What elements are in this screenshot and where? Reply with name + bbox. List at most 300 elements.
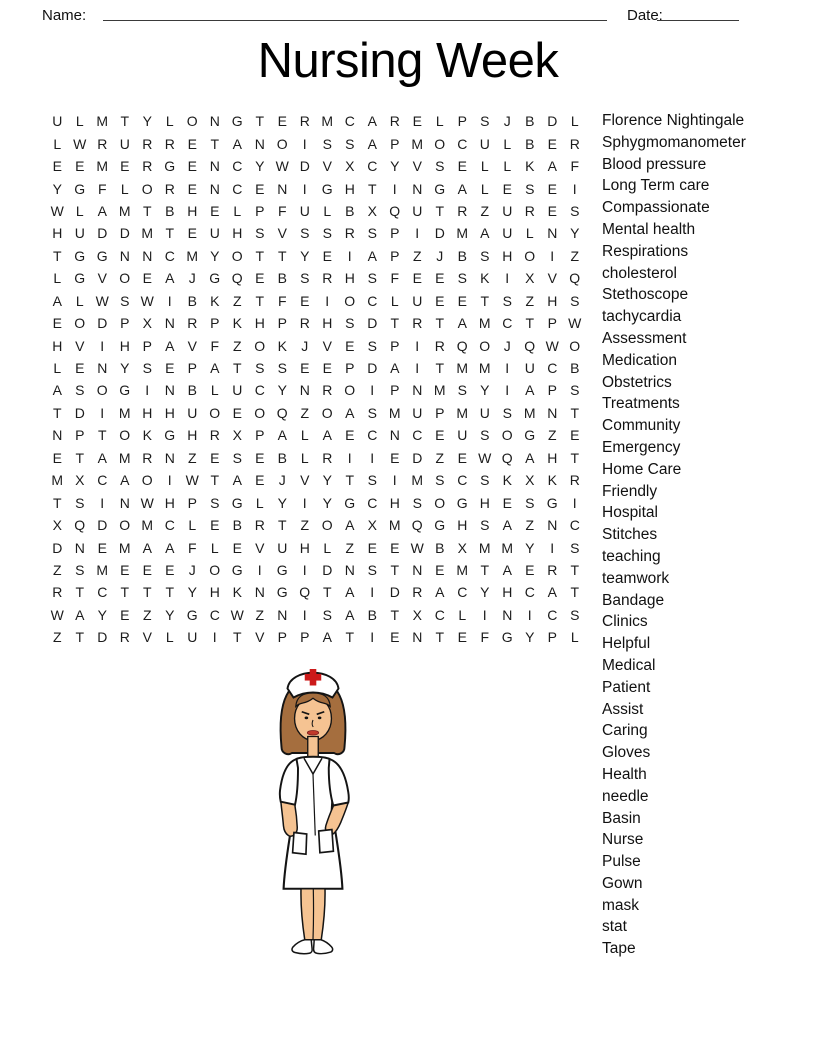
grid-letter: D (74, 404, 85, 421)
grid-letter: U (232, 382, 243, 399)
grid-letter: A (525, 382, 535, 399)
grid-letter: P (390, 337, 400, 354)
grid-letter: Q (389, 202, 401, 219)
grid-letter: I (167, 292, 172, 309)
grid-letter: W (50, 606, 64, 623)
grid-letter: A (52, 292, 62, 309)
grid-letter: N (277, 180, 288, 197)
grid-letter: H (209, 584, 220, 601)
grid-letter: T (120, 113, 130, 130)
grid-letter: M (433, 382, 446, 399)
grid-letter: V (97, 270, 107, 287)
grid-letter: L (233, 202, 242, 219)
grid-letter: E (457, 629, 467, 646)
grid-letter: O (254, 337, 266, 354)
grid-letter: P (390, 225, 400, 242)
grid-letter: M (141, 225, 154, 242)
grid-letter: C (164, 517, 175, 534)
grid-letter: P (300, 629, 310, 646)
grid-letter: B (187, 382, 197, 399)
grid-letter: M (118, 404, 131, 421)
grid-letter: Y (255, 158, 265, 175)
grid-letter: H (322, 315, 333, 332)
grid-letter: P (255, 427, 265, 444)
grid-letter: G (276, 561, 288, 578)
grid-letter: L (503, 135, 512, 152)
grid-letter: K (277, 337, 287, 354)
grid-letter: Y (210, 247, 220, 264)
nurse-left-pocket (293, 833, 307, 855)
grid-letter: J (301, 337, 309, 354)
grid-letter: A (277, 427, 287, 444)
grid-letter: L (75, 202, 84, 219)
grid-letter: Z (52, 629, 62, 646)
grid-letter: V (187, 337, 197, 354)
grid-letter: G (74, 270, 86, 287)
grid-letter: R (299, 315, 310, 332)
grid-letter: B (525, 135, 535, 152)
grid-letter: E (165, 561, 175, 578)
word-list-item: teamwork (602, 569, 670, 587)
grid-letter: J (188, 561, 196, 578)
grid-letter: M (118, 202, 131, 219)
word-list-item: Health (602, 765, 647, 783)
grid-letter: R (412, 315, 423, 332)
grid-letter: M (411, 472, 424, 489)
grid-letter: A (345, 517, 355, 534)
grid-letter: A (232, 135, 242, 152)
grid-letter: S (570, 202, 580, 219)
grid-letter: S (570, 539, 580, 556)
grid-letter: Y (570, 225, 580, 242)
grid-letter: R (547, 561, 558, 578)
grid-letter: D (367, 315, 378, 332)
grid-letter: C (254, 382, 265, 399)
grid-letter: L (570, 113, 579, 130)
nurse-right-sleeve (329, 759, 349, 806)
grid-letter: S (480, 427, 490, 444)
grid-letter: I (482, 606, 487, 623)
grid-letter: Y (165, 606, 175, 623)
grid-letter: A (502, 517, 512, 534)
grid-letter: R (569, 472, 580, 489)
grid-letter: Q (456, 337, 468, 354)
grid-letter: E (165, 360, 175, 377)
grid-letter: R (322, 270, 333, 287)
grid-letter: G (96, 247, 108, 264)
grid-letter: T (435, 629, 445, 646)
grid-letter: G (321, 180, 333, 197)
grid-letter: U (479, 135, 490, 152)
grid-letter: A (547, 158, 557, 175)
grid-letter: Z (187, 449, 197, 466)
grid-letter: I (100, 404, 105, 421)
grid-letter: H (299, 539, 310, 556)
word-list-item: Helpful (602, 635, 651, 653)
grid-letter: N (547, 517, 558, 534)
grid-letter: N (209, 180, 220, 197)
grid-letter: L (165, 629, 174, 646)
grid-letter: Y (322, 494, 332, 511)
grid-letter: G (434, 517, 446, 534)
grid-letter: B (232, 517, 242, 534)
grid-letter: S (345, 135, 355, 152)
grid-letter: O (119, 427, 131, 444)
word-list-item: Stethoscope (602, 286, 689, 304)
word-list-item: needle (602, 787, 649, 805)
grid-letter: R (142, 158, 153, 175)
page-title: Nursing Week (257, 34, 559, 88)
grid-letter: R (97, 135, 108, 152)
grid-letter: C (97, 584, 108, 601)
grid-letter: B (457, 247, 467, 264)
grid-letter: L (255, 494, 264, 511)
grid-letter: V (547, 270, 557, 287)
grid-letter: Y (480, 584, 490, 601)
grid-letter: S (457, 270, 467, 287)
grid-letter: H (502, 247, 513, 264)
nurse-right-shoe (314, 940, 333, 954)
grid-letter: I (325, 292, 330, 309)
date-blank-line (657, 3, 739, 21)
grid-letter: E (300, 292, 310, 309)
grid-letter: Z (300, 517, 310, 534)
word-list-item: Tape (602, 940, 636, 958)
grid-letter: A (97, 449, 107, 466)
grid-letter: T (570, 584, 580, 601)
grid-letter: B (570, 360, 580, 377)
grid-letter: E (457, 158, 467, 175)
grid-letter: S (480, 472, 490, 489)
grid-letter: N (254, 135, 265, 152)
grid-letter: X (412, 606, 422, 623)
grid-letter: E (187, 158, 197, 175)
grid-letter: A (367, 113, 377, 130)
grid-letter: V (277, 225, 287, 242)
grid-letter: E (547, 180, 557, 197)
grid-letter: M (478, 315, 491, 332)
word-list-item: Obstetrics (602, 373, 672, 391)
grid-letter: I (257, 561, 262, 578)
grid-letter: L (75, 292, 84, 309)
grid-letter: M (456, 404, 469, 421)
grid-letter: T (435, 202, 445, 219)
grid-letter: E (435, 427, 445, 444)
grid-letter: N (412, 561, 423, 578)
grid-letter: M (141, 517, 154, 534)
grid-letter: N (502, 606, 513, 623)
grid-letter: K (502, 472, 512, 489)
grid-letter: H (164, 404, 175, 421)
grid-letter: M (478, 539, 491, 556)
grid-letter: C (232, 180, 243, 197)
grid-letter: O (276, 135, 288, 152)
grid-letter: L (210, 382, 219, 399)
nurse-left-arm (281, 802, 297, 836)
grid-letter: Z (412, 247, 422, 264)
grid-letter: S (502, 292, 512, 309)
grid-letter: J (503, 113, 511, 130)
grid-letter: G (276, 584, 288, 601)
grid-letter: E (457, 292, 467, 309)
grid-letter: F (97, 180, 107, 197)
grid-letter: S (367, 472, 377, 489)
grid-letter: E (187, 225, 197, 242)
grid-letter: A (457, 315, 467, 332)
grid-letter: X (142, 315, 152, 332)
grid-letter: H (457, 517, 468, 534)
grid-letter: X (525, 472, 535, 489)
grid-letter: G (74, 247, 86, 264)
grid-letter: E (52, 158, 62, 175)
grid-letter: N (412, 180, 423, 197)
grid-letter: N (412, 382, 423, 399)
word-list-item: Friendly (602, 482, 658, 500)
grid-letter: O (321, 517, 333, 534)
grid-letter: J (436, 247, 444, 264)
grid-letter: D (412, 449, 423, 466)
word-list-item: Patient (602, 678, 651, 696)
grid-letter: L (480, 180, 489, 197)
word-list-item: cholesterol (602, 264, 677, 282)
grid-letter: C (209, 606, 220, 623)
word-list-item: Sphygmomanometer (602, 133, 746, 151)
grid-letter: L (323, 539, 332, 556)
grid-letter: P (277, 629, 287, 646)
word-list-item: Long Term care (602, 177, 710, 195)
grid-letter: F (390, 270, 400, 287)
grid-letter: E (457, 449, 467, 466)
word-list-item: Assessment (602, 329, 687, 347)
grid-letter: I (145, 382, 150, 399)
grid-letter: I (415, 337, 420, 354)
grid-letter: D (547, 113, 558, 130)
grid-letter: C (164, 247, 175, 264)
grid-letter: D (299, 158, 310, 175)
grid-letter: M (388, 404, 401, 421)
grid-letter: Y (97, 606, 107, 623)
grid-letter: W (185, 472, 199, 489)
grid-letter: V (322, 337, 332, 354)
grid-letter: E (255, 270, 265, 287)
grid-letter: E (187, 180, 197, 197)
grid-letter: Z (52, 561, 62, 578)
nurse-leg-divider (313, 889, 314, 940)
grid-letter: E (345, 427, 355, 444)
grid-letter: W (95, 292, 109, 309)
grid-letter: M (456, 360, 469, 377)
grid-letter: V (255, 629, 265, 646)
grid-letter: G (546, 494, 558, 511)
grid-letter: M (411, 135, 424, 152)
grid-letter: E (97, 539, 107, 556)
grid-letter: S (480, 113, 490, 130)
grid-letter: A (97, 202, 107, 219)
grid-letter: E (255, 472, 265, 489)
grid-letter: O (524, 247, 536, 264)
grid-letter: W (73, 135, 87, 152)
word-list-item: stat (602, 918, 627, 936)
grid-letter: A (435, 584, 445, 601)
grid-letter: E (525, 561, 535, 578)
grid-letter: R (434, 337, 445, 354)
grid-letter: B (525, 113, 535, 130)
grid-letter: S (322, 225, 332, 242)
grid-letter: B (345, 202, 355, 219)
grid-letter: T (570, 449, 580, 466)
grid-letter: G (209, 270, 221, 287)
grid-letter: I (100, 494, 105, 511)
grid-letter: S (367, 270, 377, 287)
grid-letter: M (321, 113, 334, 130)
grid-letter: X (345, 158, 355, 175)
grid-letter: I (167, 472, 172, 489)
grid-letter: R (209, 427, 220, 444)
grid-letter: T (480, 561, 490, 578)
grid-letter: C (547, 360, 558, 377)
grid-letter: E (187, 135, 197, 152)
grid-letter: L (53, 270, 62, 287)
grid-letter: H (344, 180, 355, 197)
grid-letter: I (415, 360, 420, 377)
grid-letter: F (570, 158, 580, 175)
grid-letter: E (120, 561, 130, 578)
grid-letter: V (255, 539, 265, 556)
grid-letter: E (547, 202, 557, 219)
word-list-item: Gloves (602, 744, 651, 762)
grid-letter: I (370, 584, 375, 601)
word-list-item: Compassionate (602, 199, 710, 217)
grid-letter: N (254, 584, 265, 601)
grid-letter: I (550, 247, 555, 264)
word-list (602, 110, 746, 960)
grid-letter: N (97, 360, 108, 377)
grid-letter: M (118, 539, 131, 556)
grid-letter: S (367, 561, 377, 578)
grid-letter: T (390, 315, 400, 332)
grid-letter: E (390, 629, 400, 646)
grid-letter: E (322, 247, 332, 264)
grid-letter: O (119, 270, 131, 287)
grid-letter: U (502, 202, 513, 219)
grid-letter: S (480, 247, 490, 264)
grid-letter: R (322, 449, 333, 466)
grid-letter: G (74, 180, 86, 197)
grid-letter: A (345, 404, 355, 421)
grid-letter: B (367, 606, 377, 623)
grid-letter: O (501, 427, 513, 444)
grid-letter: I (572, 180, 577, 197)
grid-letter: E (232, 539, 242, 556)
name-blank-line (103, 3, 607, 21)
grid-letter: W (410, 539, 424, 556)
grid-letter: Z (300, 404, 310, 421)
grid-letter: F (277, 292, 287, 309)
grid-letter: O (231, 247, 243, 264)
grid-letter: M (96, 158, 109, 175)
grid-letter: O (209, 561, 221, 578)
grid-letter: P (142, 337, 152, 354)
grid-letter: E (52, 315, 62, 332)
grid-letter: K (232, 584, 242, 601)
grid-letter: L (165, 113, 174, 130)
grid-letter: T (255, 113, 265, 130)
grid-letter: E (547, 135, 557, 152)
grid-letter: L (323, 202, 332, 219)
grid-letter: H (479, 494, 490, 511)
grid-letter: P (277, 315, 287, 332)
grid-letter: I (527, 606, 532, 623)
grid-letter: M (388, 517, 401, 534)
grid-letter: O (434, 135, 446, 152)
grid-letter: G (119, 382, 131, 399)
grid-letter: G (524, 427, 536, 444)
grid-letter: P (390, 135, 400, 152)
grid-letter: O (479, 337, 491, 354)
grid-letter: I (302, 494, 307, 511)
grid-letter: A (457, 180, 467, 197)
grid-letter: E (322, 360, 332, 377)
grid-letter: R (164, 180, 175, 197)
grid-letter: T (255, 247, 265, 264)
grid-letter: O (569, 337, 581, 354)
grid-letter: A (345, 606, 355, 623)
grid-letter: L (503, 158, 512, 175)
grid-letter: D (119, 225, 130, 242)
grid-letter: T (255, 292, 265, 309)
grid-letter: Y (120, 360, 130, 377)
grid-letter: T (75, 449, 85, 466)
grid-letter: E (570, 427, 580, 444)
grid-letter: L (188, 517, 197, 534)
grid-letter: L (300, 427, 309, 444)
nurse-left-sleeve (280, 759, 298, 805)
grid-letter: M (523, 404, 536, 421)
grid-letter: I (550, 539, 555, 556)
grid-letter: H (142, 404, 153, 421)
grid-letter: O (254, 404, 266, 421)
word-list-item: Blood pressure (602, 155, 707, 173)
grid-letter: Q (276, 404, 288, 421)
grid-letter: A (390, 360, 400, 377)
grid-letter: N (142, 247, 153, 264)
grid-letter: I (347, 449, 352, 466)
grid-letter: S (367, 225, 377, 242)
grid-letter: W (140, 494, 154, 511)
word-list-item: Nurse (602, 831, 644, 849)
date-label: Date: (627, 7, 663, 24)
grid-letter: O (209, 404, 221, 421)
grid-letter: A (322, 629, 332, 646)
grid-letter: D (97, 225, 108, 242)
grid-letter: E (255, 180, 265, 197)
grid-letter: A (75, 606, 85, 623)
grid-letter: R (164, 135, 175, 152)
grid-letter: G (231, 113, 243, 130)
grid-letter: W (545, 337, 559, 354)
grid-letter: V (322, 158, 332, 175)
grid-letter: L (570, 629, 579, 646)
grid-letter: M (478, 360, 491, 377)
grid-letter: C (232, 158, 243, 175)
grid-letter: S (525, 494, 535, 511)
grid-letter: I (100, 337, 105, 354)
grid-letter: W (568, 315, 582, 332)
grid-letter: X (525, 270, 535, 287)
grid-letter: C (434, 606, 445, 623)
grid-letter: I (370, 629, 375, 646)
grid-letter: X (367, 202, 377, 219)
